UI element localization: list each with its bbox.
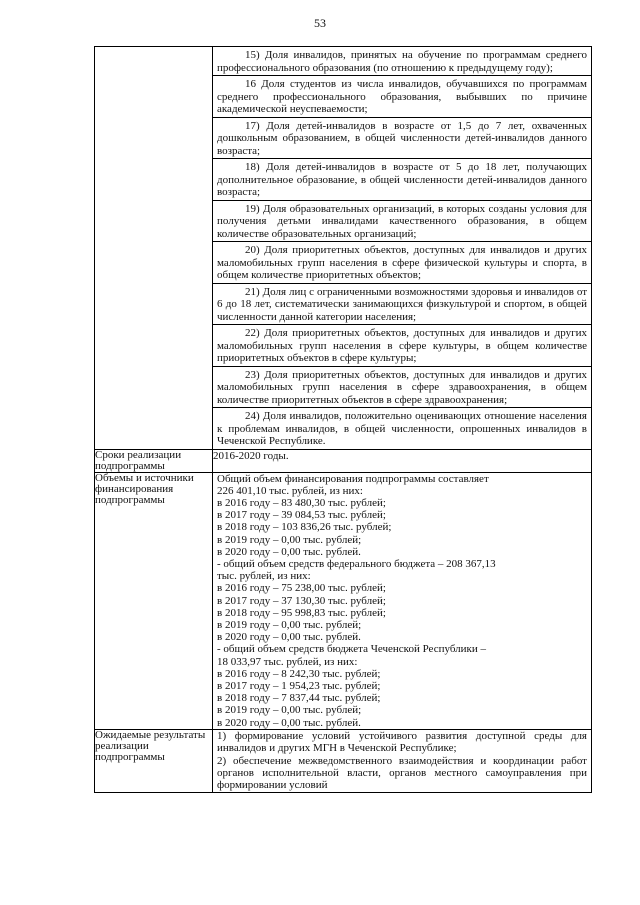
results-label: Ожидаемые результаты реализации подпрограммы	[95, 729, 213, 792]
passport-table	[94, 46, 592, 793]
financing-line: в 2016 году – 83 480,30 тыс. рублей;	[217, 496, 386, 509]
financing-line: 18 033,97 тыс. рублей, из них:	[217, 655, 358, 668]
indicator-text: 16 Доля студентов из числа инвалидов, обучавшихся по программам среднего профессионального образования, выбывших по причине академической неуспеваемости;	[217, 78, 587, 115]
indicator-item	[213, 241, 591, 283]
indicator-text: 23) Доля приоритетных объектов, доступных для инвалидов и других маломобильных групп населения в сфере здравоохранения, в общем количестве приоритетных объектов в сфере здравоохранения;	[217, 368, 587, 406]
financing-line: в 2016 году – 8 242,30 тыс. рублей;	[217, 667, 381, 680]
indicator-text: 19) Доля образовательных организаций, в которых созданы условия для получения детьми инвалидами качественного образования, в общем количестве образовательных организаций;	[217, 202, 587, 240]
page-number: 53	[314, 16, 326, 30]
terms-row	[95, 449, 592, 472]
indicators-label-cell	[95, 47, 213, 450]
indicators-cell	[213, 47, 592, 450]
financing-line: в 2017 году – 39 084,53 тыс. рублей;	[217, 509, 386, 522]
financing-line: в 2019 году – 0,00 тыс. рублей;	[217, 533, 362, 546]
financing-line: в 2019 году – 0,00 тыс. рублей;	[217, 704, 362, 717]
financing-line: в 2018 году – 103 836,26 тыс. рублей;	[217, 521, 392, 534]
financing-line: в 2016 году – 75 238,00 тыс. рублей;	[217, 582, 386, 595]
indicator-text: 21) Доля лиц с ограниченными возможностями здоровья и инвалидов от 6 до 18 лет, систематически занимающихся физкультурой и спортом, в общей численности данной категории населения;	[217, 285, 587, 323]
indicator-item	[213, 366, 591, 408]
result-item: 1) формирование условий устойчивого развития доступной среды для инвалидов и других МГН в Чеченской Республике;	[217, 729, 587, 755]
indicator-text: 20) Доля приоритетных объектов, доступных для инвалидов и других маломобильных групп населения в сфере физической культуры и спорта, в общем количестве приоритетных объектов;	[217, 244, 587, 281]
financing-line: в 2019 году – 0,00 тыс. рублей;	[217, 618, 362, 631]
indicators-row	[95, 47, 592, 450]
financing-line: в 2018 году – 7 837,44 тыс. рублей;	[217, 692, 381, 705]
financing-line: в 2017 году – 1 954,23 тыс. рублей;	[217, 679, 381, 692]
financing-line: тыс. рублей, из них:	[217, 570, 311, 583]
financing-line: 226 401,10 тыс. рублей, из них:	[217, 484, 363, 497]
financing-line: в 2018 году – 95 998,83 тыс. рублей;	[217, 606, 386, 619]
indicator-item	[213, 117, 591, 159]
indicator-text: 17) Доля детей-инвалидов в возрасте от 1,5 до 7 лет, охваченных дошкольным образованием, в общей численности детей-инвалидов данного возраста;	[217, 119, 587, 157]
indicator-item	[213, 283, 591, 325]
indicator-text: 18) Доля детей-инвалидов в возрасте от 5 до 18 лет, получающих дополнительное образование, в общей численности детей-инвалидов данного возраста;	[217, 161, 587, 198]
indicator-item	[213, 158, 591, 200]
indicator-text: 15) Доля инвалидов, принятых на обучение по программам среднего профессионального образования (по отношению к предыдущему году);	[217, 49, 587, 74]
financing-cell	[213, 472, 592, 729]
indicator-item	[213, 47, 591, 75]
financing-row	[95, 472, 592, 729]
results-cell	[213, 729, 592, 792]
indicator-item	[213, 200, 591, 242]
indicator-text: 22) Доля приоритетных объектов, доступных для инвалидов и других маломобильных групп населения в сфере культуры, в общем количестве приоритетных объектов в сфере культуры;	[217, 327, 587, 364]
financing-line: в 2020 году – 0,00 тыс. рублей.	[217, 631, 361, 644]
financing-line: в 2020 году – 0,00 тыс. рублей.	[217, 716, 361, 729]
financing-line: в 2017 году – 37 130,30 тыс. рублей;	[217, 594, 386, 607]
indicator-item	[213, 75, 591, 117]
indicator-item	[213, 407, 591, 449]
financing-label: Объемы и источники финансирования подпрограммы	[95, 472, 213, 729]
indicator-text: 24) Доля инвалидов, положительно оценивающих отношение населения к проблемам инвалидов, в общей численности, опрошенных инвалидов в Чеченской Республике.	[217, 410, 587, 447]
terms-label: Сроки реализации подпрограммы	[95, 449, 213, 472]
financing-line: - общий объем средств федерального бюджета – 208 367,13	[217, 557, 496, 570]
financing-line: - общий объем средств бюджета Чеченской Республики –	[217, 643, 487, 656]
terms-value: 2016-2020 годы.	[213, 449, 592, 472]
indicator-item	[213, 324, 591, 366]
result-item: 2) обеспечение межведомственного взаимодействия и координации работ органов исполнительной власти, органов местного самоуправления при формировании условий	[217, 754, 587, 792]
financing-line: в 2020 году – 0,00 тыс. рублей.	[217, 545, 361, 558]
financing-line: Общий объем финансирования подпрограммы составляет	[217, 472, 489, 485]
results-row	[95, 729, 592, 792]
